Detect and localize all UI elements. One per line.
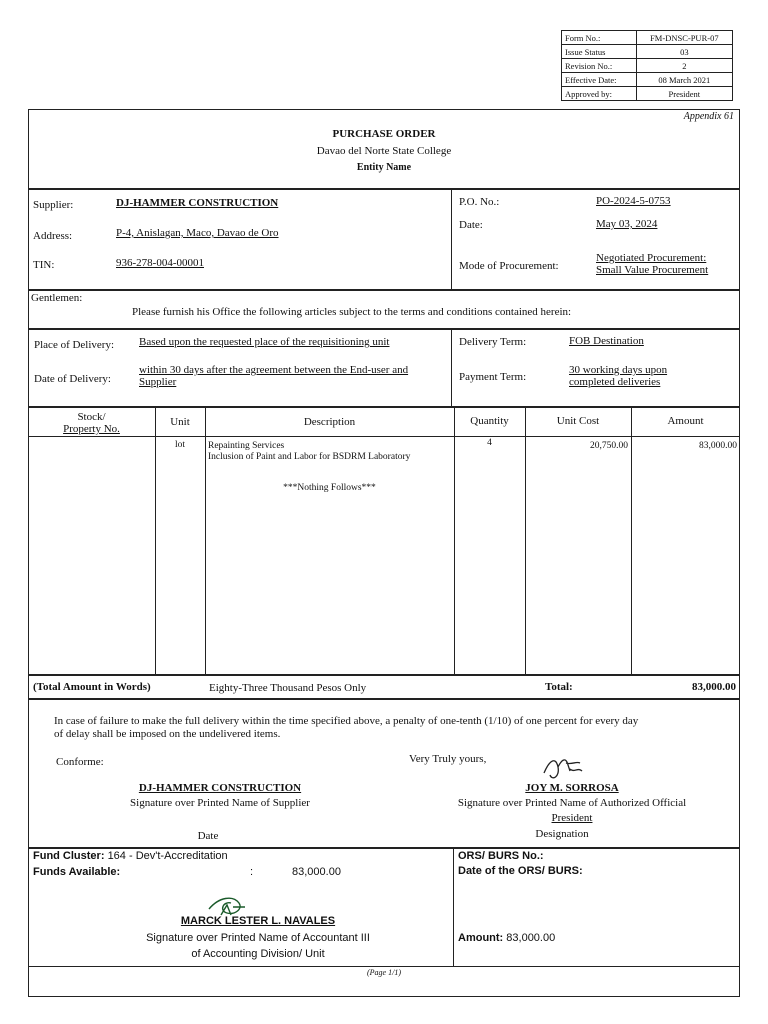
- supplier-value: DJ-HAMMER CONSTRUCTION: [116, 197, 279, 209]
- po-number-label: P.O. No.:: [459, 196, 500, 208]
- very-truly-label: Very Truly yours,: [409, 753, 487, 765]
- address-label: Address:: [33, 230, 73, 242]
- accountant-name: MARCK LESTER L. NAVALES: [180, 915, 336, 927]
- tin-label: TIN:: [33, 259, 55, 271]
- place-of-delivery-value: Based upon the requested place of the requisitioning unit: [139, 336, 390, 348]
- delivery-term-label: Delivery Term:: [459, 336, 527, 348]
- item-description: [208, 441, 410, 463]
- official-signature: [540, 753, 586, 783]
- form-info-label: Approved by:: [562, 87, 637, 101]
- place-of-delivery-label: Place of Delivery:: [34, 339, 115, 351]
- total-label: Total:: [545, 681, 573, 693]
- ors-amount-value: 83,000.00: [506, 932, 556, 944]
- divider: [28, 328, 740, 330]
- penalty-text-line: of delay shall be imposed on the undelivered items.: [54, 728, 281, 740]
- form-info-label: Effective Date:: [562, 73, 637, 87]
- date-of-delivery-label: Date of Delivery:: [34, 373, 111, 385]
- official-title: President: [551, 812, 593, 824]
- item-description-line: Repainting Services: [208, 441, 285, 451]
- nothing-follows-label: ***Nothing Follows***: [283, 483, 376, 493]
- fund-cluster-label: Fund Cluster:: [33, 850, 105, 862]
- divider: [451, 188, 452, 289]
- divider: [28, 406, 740, 408]
- item-unit: lot: [174, 440, 186, 450]
- item-quantity: 4: [487, 438, 492, 448]
- total-words-value: Eighty-Three Thousand Pesos Only: [209, 682, 367, 694]
- official-signature-caption: Signature over Printed Name of Authorized Official: [457, 797, 687, 809]
- funds-available-value: 83,000.00: [292, 866, 341, 878]
- supplier-label: Supplier:: [33, 199, 74, 211]
- payment-term-line: 30 working days upon: [569, 364, 668, 376]
- form-info-value: President: [636, 87, 732, 101]
- divider: [28, 698, 740, 700]
- total-value: 83,000.00: [692, 681, 736, 693]
- mode-value-line: Negotiated Procurement:: [596, 252, 707, 264]
- date-of-delivery-value: [139, 364, 408, 388]
- ors-burs-date-label: Date of the ORS/ BURS:: [458, 865, 583, 877]
- payment-term-value: [569, 364, 667, 388]
- supplier-signature-name: DJ-HAMMER CONSTRUCTION: [138, 782, 302, 794]
- address-value: P-4, Anislagan, Maco, Davao de Oro: [116, 227, 279, 239]
- column-header-stock: [28, 411, 155, 435]
- form-info-row: [562, 87, 733, 101]
- form-info-value: FM-DNSC-PUR-07: [636, 31, 732, 45]
- divider: [631, 406, 632, 674]
- official-signature-name: JOY M. SORROSA: [525, 782, 619, 794]
- purchase-order-frame: [28, 109, 740, 997]
- payment-term-label: Payment Term:: [459, 371, 527, 383]
- divider: [28, 966, 740, 967]
- column-header-unit: Unit: [170, 416, 190, 428]
- fund-cluster-value: 164 - Dev't-Accreditation: [107, 850, 228, 862]
- form-info-label: Issue Status: [562, 45, 637, 59]
- date-signature-label: Date: [197, 830, 219, 842]
- appendix-label: Appendix 61: [683, 111, 734, 122]
- total-words-label: (Total Amount in Words): [33, 681, 151, 693]
- po-number-value: PO-2024-5-0753: [596, 195, 671, 207]
- mode-label: Mode of Procurement:: [459, 260, 559, 272]
- college-name: Davao del Norte State College: [316, 145, 452, 157]
- column-header-unit-cost: Unit Cost: [556, 415, 600, 427]
- divider: [451, 328, 452, 406]
- po-date-label: Date:: [459, 219, 483, 231]
- form-info-value: 03: [636, 45, 732, 59]
- accountant-division: of Accounting Division/ Unit: [191, 948, 325, 960]
- item-unit-cost: 20,750.00: [590, 441, 628, 451]
- ors-amount: [458, 932, 555, 944]
- divider: [525, 406, 526, 674]
- form-info-row: [562, 45, 733, 59]
- ors-amount-label: Amount:: [458, 932, 504, 944]
- ors-burs-label: ORS/ BURS No.:: [458, 850, 544, 862]
- column-header-stock-line: Property No.: [63, 423, 120, 435]
- entity-name-label: Entity Name: [356, 162, 412, 173]
- page-number: (Page 1/1): [367, 968, 401, 977]
- date-of-delivery-line: Supplier: [139, 376, 177, 388]
- funds-available-colon: :: [250, 866, 254, 878]
- column-header-stock-line: Stock/: [77, 411, 106, 423]
- supplier-signature-caption: Signature over Printed Name of Supplier: [130, 797, 310, 809]
- designation-label: Designation: [535, 828, 589, 840]
- payment-term-line: completed deliveries: [569, 376, 661, 388]
- divider: [205, 406, 206, 674]
- fund-cluster: [33, 850, 228, 862]
- column-header-quantity: Quantity: [470, 415, 509, 427]
- delivery-term-value: FOB Destination: [569, 335, 644, 347]
- column-header-amount: Amount: [667, 415, 704, 427]
- penalty-text-line: In case of failure to make the full delivery within the time specified above, a penalty of one-tenth (1/10) of one percent for every day: [54, 715, 639, 727]
- gentlemen-label: Gentlemen:: [31, 292, 83, 304]
- form-info-label: Revision No.:: [562, 59, 637, 73]
- item-description-line: Inclusion of Paint and Labor for BSDRM Laboratory: [208, 452, 411, 462]
- mode-value-line: Small Value Procurement: [596, 264, 709, 276]
- gentlemen-text: Please furnish his Office the following articles subject to the terms and conditions contained herein:: [132, 306, 572, 318]
- form-info-row: [562, 31, 733, 45]
- form-info-table: [561, 30, 733, 101]
- divider: [28, 188, 740, 190]
- divider: [28, 674, 740, 676]
- conforme-label: Conforme:: [56, 756, 104, 768]
- penalty-text: [54, 715, 638, 741]
- tin-value: 936-278-004-00001: [116, 257, 204, 269]
- form-info-label: Form No.:: [562, 31, 637, 45]
- divider: [28, 847, 740, 849]
- page-title: PURCHASE ORDER: [332, 128, 436, 140]
- column-header-description: Description: [303, 416, 356, 428]
- divider: [453, 847, 454, 966]
- form-info-row: [562, 59, 733, 73]
- divider: [28, 436, 740, 437]
- accountant-caption: Signature over Printed Name of Accountant III: [146, 932, 370, 944]
- divider: [28, 289, 740, 291]
- form-info-value: 2: [636, 59, 732, 73]
- funds-available-label: Funds Available:: [33, 866, 121, 878]
- date-of-delivery-line: within 30 days after the agreement between the End-user and: [139, 364, 409, 376]
- mode-value: [596, 252, 708, 276]
- form-info-row: [562, 73, 733, 87]
- item-amount: 83,000.00: [699, 441, 737, 451]
- po-date-value: May 03, 2024: [596, 218, 658, 230]
- form-info-value: 08 March 2021: [636, 73, 732, 87]
